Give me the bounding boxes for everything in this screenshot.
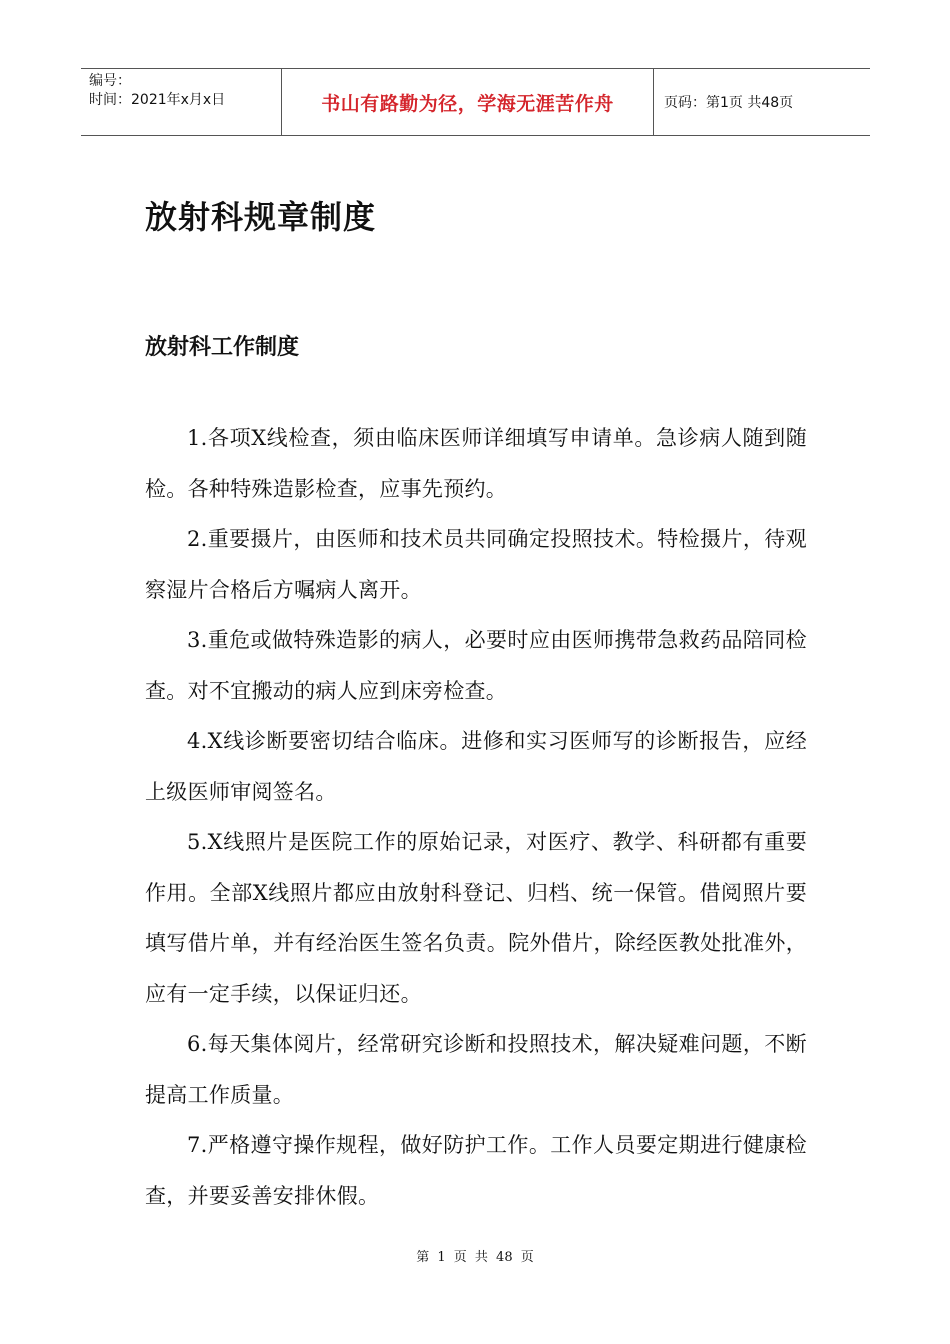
paragraph-5: 5.X线照片是医院工作的原始记录，对医疗、教学、科研都有重要作用。全部X线照片都应由放射科登记、归档、统一保管。借阅照片要填写借片单，并有经治医生签名负责。院外借片，除经医教处批准外，应有一定手续，以保证归还。 bbox=[145, 830, 807, 1006]
time-label: 时间：2021年x月x日 bbox=[89, 92, 226, 108]
page-footer: 第 1 页 共 48 页 bbox=[416, 1250, 534, 1265]
paragraph-2: 2.重要摄片，由医师和技术员共同确定投照技术。特检摄片，待观察湿片合格后方嘱病人离开。 bbox=[145, 527, 807, 602]
document-body bbox=[145, 413, 807, 1221]
header-page-info: 页码：第1页 共48页 bbox=[664, 95, 794, 111]
paragraph-1: 1.各项X线检查，须由临床医师详细填写申请单。急诊病人随到随检。各种特殊造影检查，应事先预约。 bbox=[145, 426, 807, 501]
document-title: 放射科规章制度 bbox=[145, 198, 377, 236]
paragraph-6: 6.每天集体阅片，经常研究诊断和投照技术，解决疑难问题，不断提高工作质量。 bbox=[145, 1032, 807, 1107]
paragraph-4: 4.X线诊断要密切结合临床。进修和实习医师写的诊断报告，应经上级医师审阅签名。 bbox=[145, 729, 807, 804]
header-meta-cell bbox=[81, 69, 282, 135]
paragraph-7: 7.严格遵守操作规程，做好防护工作。工作人员要定期进行健康检查，并要妥善安排休假。 bbox=[145, 1133, 807, 1208]
paragraph-3: 3.重危或做特殊造影的病人，必要时应由医师携带急救药品陪同检查。对不宜搬动的病人应到床旁检查。 bbox=[145, 628, 807, 703]
header-motto: 书山有路勤为径，学海无涯苦作舟 bbox=[282, 69, 654, 135]
page-header-table bbox=[81, 68, 870, 136]
number-label: 编号： bbox=[89, 73, 131, 89]
section-title: 放射科工作制度 bbox=[145, 335, 300, 360]
